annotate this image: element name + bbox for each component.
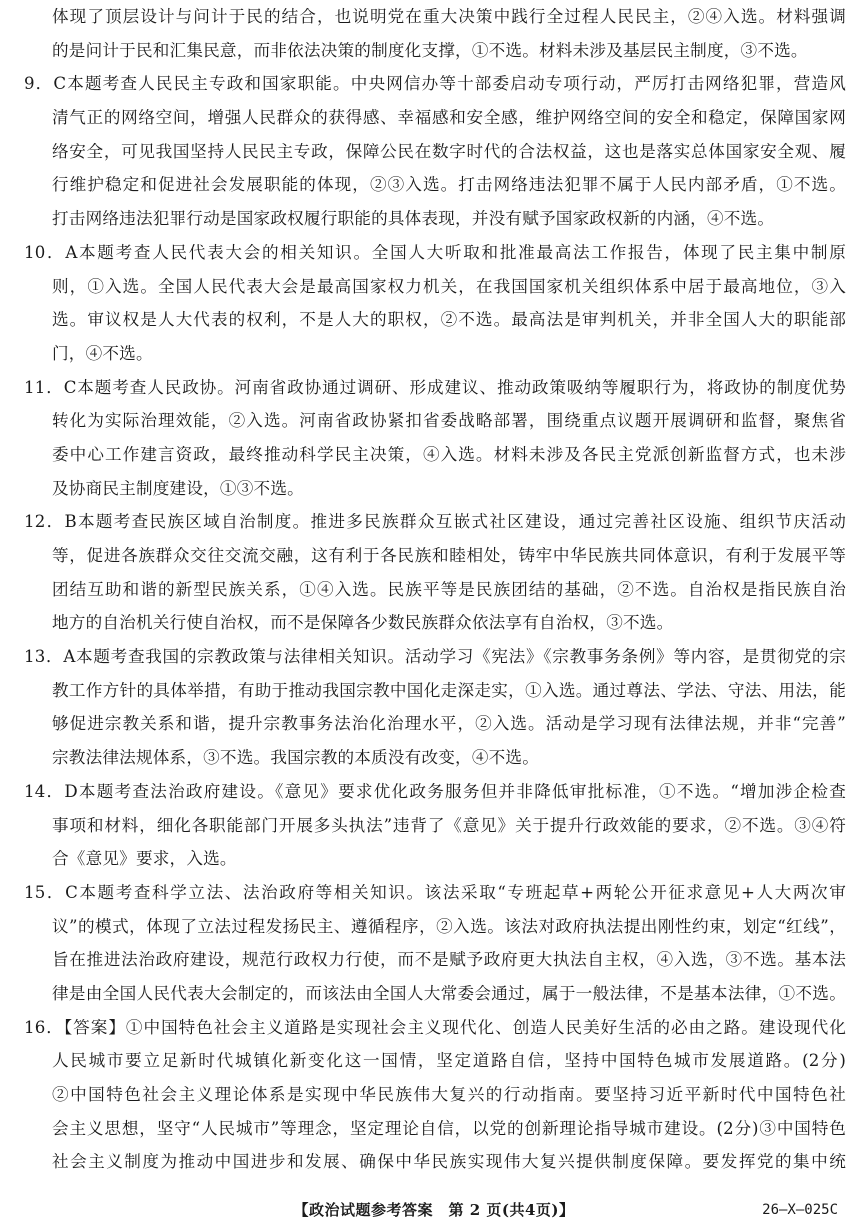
text-line: 事项和材料，细化各职能部门开展多头执法”违背了《意见》关于提升行政效能的要求，②不选。③④符 [52,815,846,835]
text-line: 门，④不选。 [52,343,153,363]
text-line: 则，①入选。全国人民代表大会是最高国家权力机关，在我国国家机关组织体系中居于最高地位，③入 [52,276,846,296]
text-line: 行维护稳定和促进社会发展职能的体现，②③入选。打击网络违法犯罪不属于人民内部矛盾，①不选。 [52,175,846,195]
footer-title: 【政治试题参考答案 第 2 页(共4页)】 [293,1201,575,1219]
text-line: 15．C本题考查科学立法、法治政府等相关知识。该法采取“专班起草+两轮公开征求意见+人大两次审 [24,882,846,902]
text-line: 团结互助和谐的新型民族关系，①④入选。民族平等是民族团结的基础，②不选。自治权是指民族自治 [52,579,846,599]
text-line: 选。审议权是人大代表的权利，不是人大的职权，②不选。最高法是审判机关，并非全国人大的职能部 [52,310,846,330]
text-line: 16．【答案】①中国特色社会主义道路是实现社会主义现代化、创造人民美好生活的必由之路。建设现代化 [24,1017,846,1037]
text-line: 合《意见》要求，入选。 [52,849,237,869]
text-line: 清气正的网络空间，增强人民群众的获得感、幸福感和安全感，维护网络空间的安全和稳定，保障国家网 [52,108,846,128]
text-line: 律是由全国人民代表大会制定的，而该法由全国人大常委会通过，属于一般法律，不是基本法律，①不选。 [52,983,846,1003]
text-line: 议”的模式，体现了立法过程发扬民主、遵循程序，②入选。该法对政府执法提出刚性约束，划定“红线”， [52,916,846,936]
text-line: 及协商民主制度建设，①③不选。 [52,478,304,498]
text-line: 会主义思想，坚守“人民城市”等理念，坚定理论自信，以党的创新理论指导城市建设。(2分)③中国特色 [52,1118,846,1138]
text-line: 9．C本题考查人民民主专政和国家职能。中央网信办等十部委启动专项行动，严厉打击网络犯罪，营造风 [24,74,846,94]
text-line: 12．B本题考查民族区域自治制度。推进多民族群众互嵌式社区建设，通过完善社区设施、组织节庆活动 [24,512,846,532]
text-line: 人民城市要立足新时代城镇化新变化这一国情，坚定道路自信，坚持中国特色城市发展道路。(2分) [52,1051,846,1071]
text-line: 打击网络违法犯罪行动是国家政权履行职能的具体表现，并没有赋予国家政权新的内涵，④不选。 [52,209,775,229]
text-line: 11．C本题考查人民政协。河南省政协通过调研、形成建议、推动政策吸纳等履职行为，将政协的制度优势 [24,377,846,397]
text-line: 的是问计于民和汇集民意，而非依法决策的制度化支撑，①不选。材料未涉及基层民主制度，③不选。 [52,40,808,60]
answer-text-body [24,0,846,1179]
text-line: 地方的自治机关行使自治权，而不是保障各少数民族群众依法享有自治权，③不选。 [52,613,674,633]
page-footer [0,1197,868,1223]
text-line: 够促进宗教关系和谐，提升宗教事务法治化治理水平，②入选。活动是学习现有法律法规，并非“完善” [52,714,846,734]
footer-code: 26—X—025C [762,1202,838,1218]
text-line: 10．A本题考查人民代表大会的相关知识。全国人大听取和批准最高法工作报告，体现了民主集中制原 [24,242,846,262]
text-line: 等，促进各族群众交往交流交融，这有利于各民族和睦相处，铸牢中华民族共同体意识，有利于发展平等 [52,546,846,565]
text-line: 14．D本题考查法治政府建设。《意见》要求优化政务服务但并非降低审批标准，①不选。“增加涉企检查 [24,781,846,801]
text-line: 委中心工作建言资政，最终推动科学民主决策，④入选。材料未涉及各民主党派创新监督方式，也未涉 [52,444,846,464]
text-line: 络安全，可见我国坚持人民民主专政，保障公民在数字时代的合法权益，这也是落实总体国家安全观、履 [52,141,846,161]
text-line: 旨在推进法治政府建设，规范行政权力行使，而不是赋予政府更大执法自主权，④入选，③不选。基本法 [52,950,846,970]
text-line: 社会主义制度为推动中国进步和发展、确保中华民族实现伟大复兴提供制度保障。要发挥党的集中统 [52,1152,846,1172]
text-line: 转化为实际治理效能，②入选。河南省政协紧扣省委战略部署，围绕重点议题开展调研和监督，聚焦省 [52,411,846,431]
text-line: 体现了顶层设计与问计于民的结合，也说明党在重大决策中践行全过程人民民主，②④入选。材料强调 [52,7,846,26]
text-line: ②中国特色社会主义理论体系是实现中华民族伟大复兴的行动指南。要坚持习近平新时代中国特色社 [52,1085,846,1104]
text-line: 宗教法律法规体系，③不选。我国宗教的本质没有改变，④不选。 [52,748,540,768]
text-line: 教工作方针的具体举措，有助于推动我国宗教中国化走深走实，①入选。通过尊法、学法、守法、用法，能 [52,680,846,700]
text-line: 13．A本题考查我国的宗教政策与法律相关知识。活动学习《宪法》《宗教事务条例》等内容，是贯彻党的宗 [24,647,846,667]
